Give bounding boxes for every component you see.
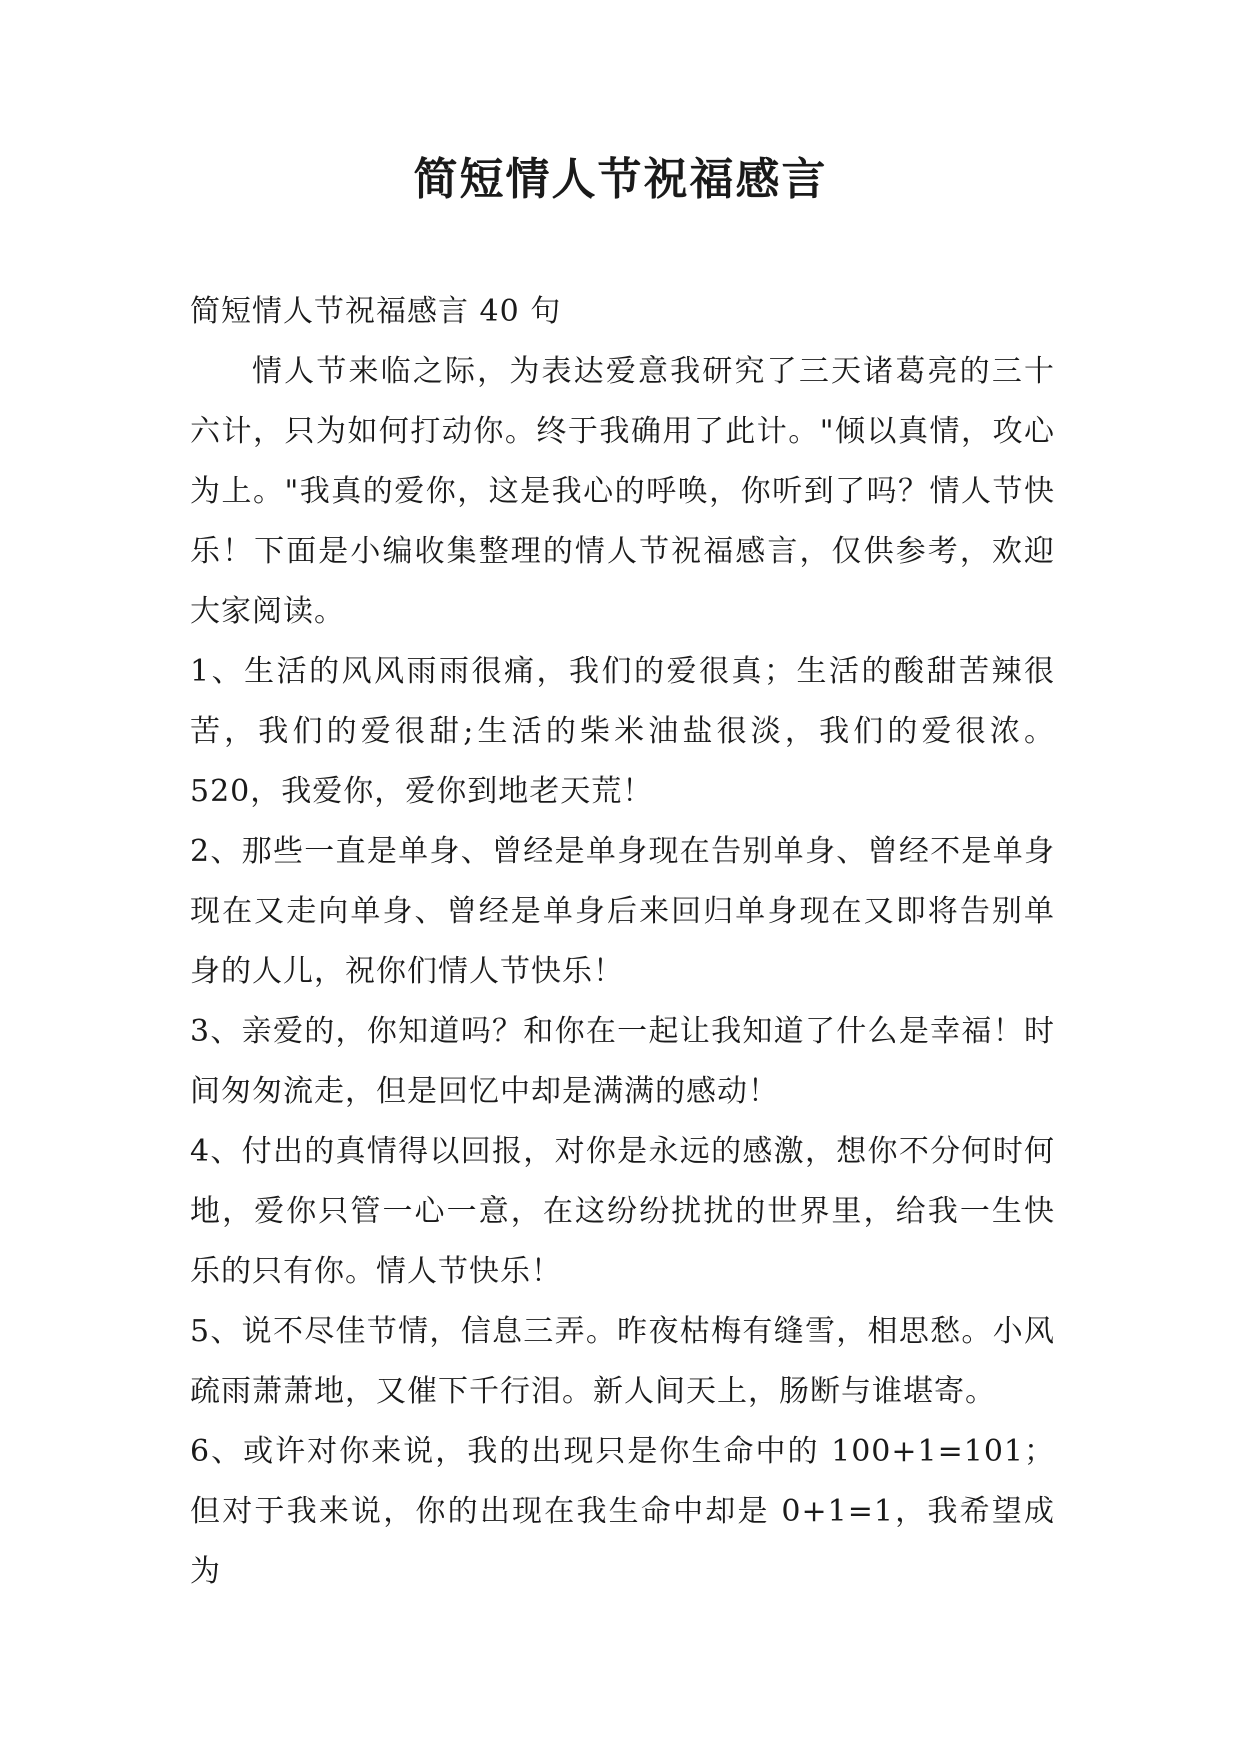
wish-item-5: 5、说不尽佳节情，信息三弄。昨夜枯梅有缝雪，相思愁。小风疏雨萧萧地，又催下千行泪。新人间天上，肠断与谁堪寄。 <box>190 1314 1055 1409</box>
wish-item-4: 4、付出的真情得以回报，对你是永远的感激，想你不分何时何地，爱你只管一心一意，在这纷纷扰扰的世界里，给我一生快乐的只有你。情人节快乐！ <box>190 1134 1055 1289</box>
document-title: 简短情人节祝福感言 <box>413 154 828 205</box>
document-body <box>190 282 1055 1602</box>
wish-item-6: 6、或许对你来说，我的出现只是你生命中的 100+1=101；但对于我来说，你的出现在我生命中却是 0+1=1，我希望成为 <box>190 1434 1055 1589</box>
wish-item-2: 2、那些一直是单身、曾经是单身现在告别单身、曾经不是单身现在又走向单身、曾经是单身后来回归单身现在又即将告别单身的人儿，祝你们情人节快乐！ <box>190 834 1055 989</box>
document-subtitle: 简短情人节祝福感言 40 句 <box>190 294 562 329</box>
wish-item-1: 1、生活的风风雨雨很痛，我们的爱很真；生活的酸甜苦辣很苦，我们的爱很甜;生活的柴米油盐很淡，我们的爱很浓。520，我爱你，爱你到地老天荒！ <box>190 654 1055 809</box>
intro-paragraph: 情人节来临之际，为表达爱意我研究了三天诸葛亮的三十六计，只为如何打动你。终于我确用了此计。"倾以真情，攻心为上。"我真的爱你，这是我心的呼唤，你听到了吗？情人节快乐！下面是小编收集整理的情人节祝福感言，仅供参考，欢迎大家阅读。 <box>190 354 1055 629</box>
wish-item-3: 3、亲爱的，你知道吗？和你在一起让我知道了什么是幸福！时间匆匆流走，但是回忆中却是满满的感动！ <box>190 1014 1055 1109</box>
